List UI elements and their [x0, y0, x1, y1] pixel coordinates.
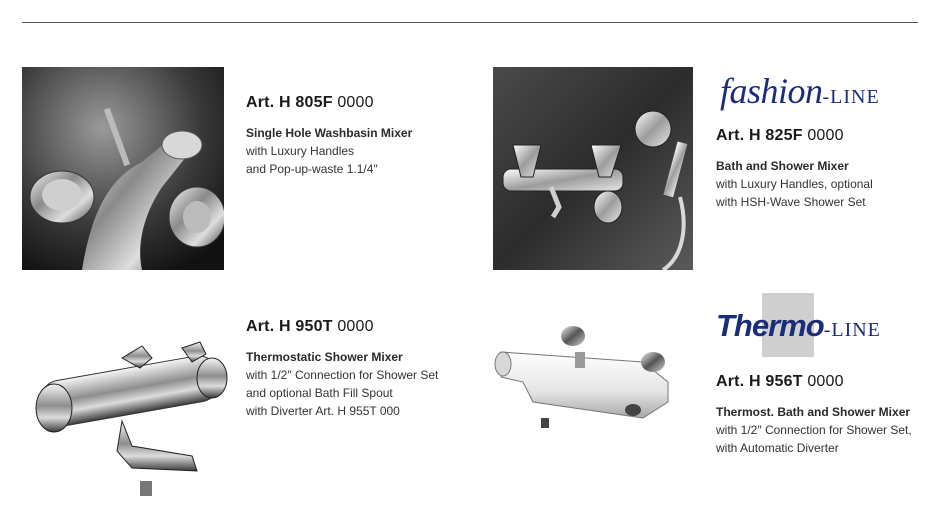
article-code: Art. H 825F [716, 127, 803, 144]
logo-main-text: fashion [720, 71, 823, 111]
product-detail-line: with Automatic Diverter [716, 441, 839, 455]
product-detail-line: with 1/2″ Connection for Shower Set, [716, 423, 912, 437]
product-detail-line: with HSH-Wave Shower Set [716, 195, 866, 209]
product-title: Single Hole Washbasin Mixer [246, 126, 413, 140]
logo-suffix-text: -LINE [822, 86, 880, 108]
product-description-h805f [246, 124, 412, 178]
product-title: Thermostatic Shower Mixer [246, 350, 403, 364]
article-suffix: 0000 [807, 127, 844, 144]
article-suffix: 0000 [337, 94, 374, 111]
product-detail-line: with Diverter Art. H 955T 000 [246, 404, 400, 418]
article-suffix: 0000 [337, 318, 374, 335]
article-suffix: 0000 [807, 373, 844, 390]
product-photo-h825f [493, 67, 693, 270]
article-code: Art. H 956T [716, 373, 803, 390]
product-photo-h805f [22, 67, 224, 270]
logo-main-text: Thermo [716, 308, 824, 343]
article-code: Art. H 805F [246, 94, 333, 111]
product-detail-line: and optional Bath Fill Spout [246, 386, 393, 400]
logo-suffix-text: -LINE [823, 319, 881, 341]
article-code: Art. H 950T [246, 318, 333, 335]
product-detail-line: and Pop-up-waste 1.1/4″ [246, 162, 378, 176]
product-description-h950t [246, 348, 438, 420]
article-number-h825f [716, 127, 844, 145]
article-number-h956t [716, 373, 844, 391]
product-detail-line: with Luxury Handles [246, 144, 355, 158]
product-title: Thermost. Bath and Shower Mixer [716, 405, 911, 419]
product-detail-line: with 1/2″ Connection for Shower Set [246, 368, 439, 382]
product-photo-h950t [22, 296, 232, 496]
product-title: Bath and Shower Mixer [716, 159, 849, 173]
fashion-line-logo [720, 70, 880, 112]
product-photo-h956t [493, 322, 693, 430]
top-divider [22, 22, 918, 23]
article-number-h950t [246, 318, 374, 336]
product-description-h956t [716, 403, 912, 457]
product-detail-line: with Luxury Handles, optional [716, 177, 873, 191]
product-description-h825f [716, 157, 873, 211]
thermo-line-logo [716, 308, 881, 344]
article-number-h805f [246, 94, 374, 112]
